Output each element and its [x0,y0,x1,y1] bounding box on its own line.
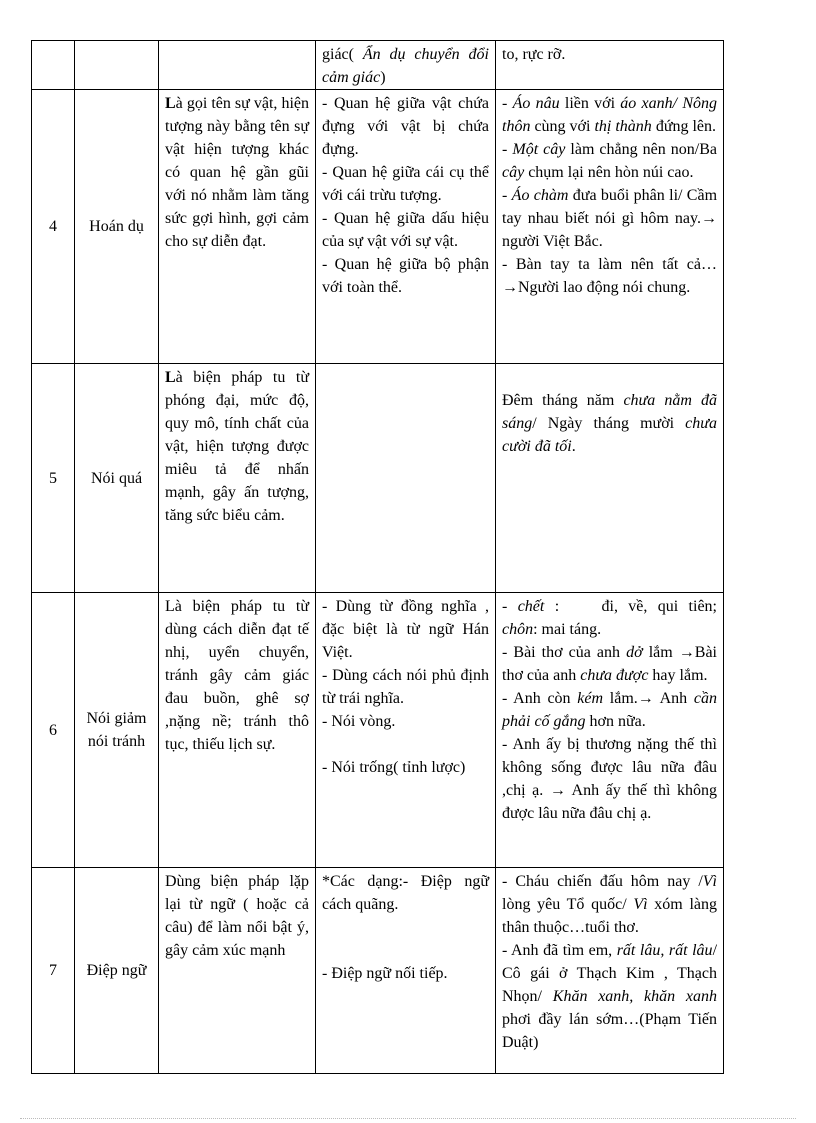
table-row [32,364,724,593]
cell-example: - Cháu chiến đấu hôm nay /Vì lòng yêu Tổ quốc/ Vì xóm làng thân thuộc…tuổi thơ. - Anh đã tìm em, rất lâu, rất lâu/ Cô gái ở Thạch Kim , Thạch Nhọn/ Khăn xanh, khăn xanh phơi đầy lán sớm…(Phạm Tiến Duật) [496,868,724,1074]
cell-number [32,41,75,90]
cell-number: 5 [32,364,75,593]
cell-definition: Là biện pháp tu từ phóng đại, mức độ, quy mô, tính chất của vật, hiện tượng được miêu tả để nhấn mạnh, gây ấn tượng, tăng sức biểu cảm. [159,364,316,593]
rhetoric-table [31,40,724,1074]
cell-name: Hoán dụ [75,90,159,364]
cell-definition: Dùng biện pháp lặp lại từ ngữ ( hoặc cả câu) để làm nổi bật ý, gây cảm xúc mạnh [159,868,316,1074]
cell-forms [316,364,496,593]
cell-number: 7 [32,868,75,1074]
table-row [32,593,724,868]
cell-definition: Là gọi tên sự vật, hiện tượng này bằng tên sự vật hiện tượng khác có quan hệ gần gũi với nó nhằm làm tăng sức gợi hình, gợi cảm cho sự diễn đạt. [159,90,316,364]
cell-name: Nói quá [75,364,159,593]
cell-name: Nói giảm nói tránh [75,593,159,868]
cell-number: 4 [32,90,75,364]
page-bottom-divider [20,1118,796,1119]
cell-definition: Là biện pháp tu từ dùng cách diễn đạt tế nhị, uyển chuyển, tránh gây cảm giác đau buồn, ghê sợ ,nặng nề; tránh thô tục, thiếu lịch sự. [159,593,316,868]
cell-forms: giác( Ẩn dụ chuyển đổi cảm giác) [316,41,496,90]
cell-definition [159,41,316,90]
cell-number: 6 [32,593,75,868]
table-row [32,41,724,90]
cell-example: - Áo nâu liền với áo xanh/ Nông thôn cùng với thị thành đứng lên. - Một cây làm chẳng nên non/Ba cây chụm lại nên hòn núi cao. - Áo chàm đưa buổi phân li/ Cầm tay nhau biết nói gì hôm nay.→ người Việt Bắc. - Bàn tay ta làm nên tất cả…→Người lao động nói chung. [496,90,724,364]
cell-name: Điệp ngữ [75,868,159,1074]
cell-example: Đêm tháng năm chưa nằm đã sáng/ Ngày tháng mười chưa cười đã tối. [496,364,724,593]
cell-forms: - Dùng từ đồng nghĩa , đặc biệt là từ ngữ Hán Việt. - Dùng cách nói phủ định từ trái nghĩa. - Nói vòng. - Nói trống( tỉnh lược) [316,593,496,868]
cell-forms: - Quan hệ giữa vật chứa đựng với vật bị chứa đựng. - Quan hệ giữa cái cụ thể với cái trừu tượng. - Quan hệ giữa dấu hiệu của sự vật với sự vật. - Quan hệ giữa bộ phận với toàn thể. [316,90,496,364]
table-row [32,90,724,364]
cell-forms: *Các dạng:- Điệp ngữ cách quãng. - Điệp ngữ nối tiếp. [316,868,496,1074]
cell-example: to, rực rỡ. [496,41,724,90]
table-row [32,868,724,1074]
cell-example: - chết : đi, về, qui tiên; chôn: mai táng. - Bài thơ của anh dở lắm →Bài thơ của anh chưa được hay lắm. - Anh còn kém lắm.→ Anh cần phải cố gắng hơn nữa. - Anh ấy bị thương nặng thế thì không sống được lâu nữa đâu ,chị ạ. → Anh ấy thế thì không được lâu nữa đâu chị ạ. [496,593,724,868]
cell-name [75,41,159,90]
